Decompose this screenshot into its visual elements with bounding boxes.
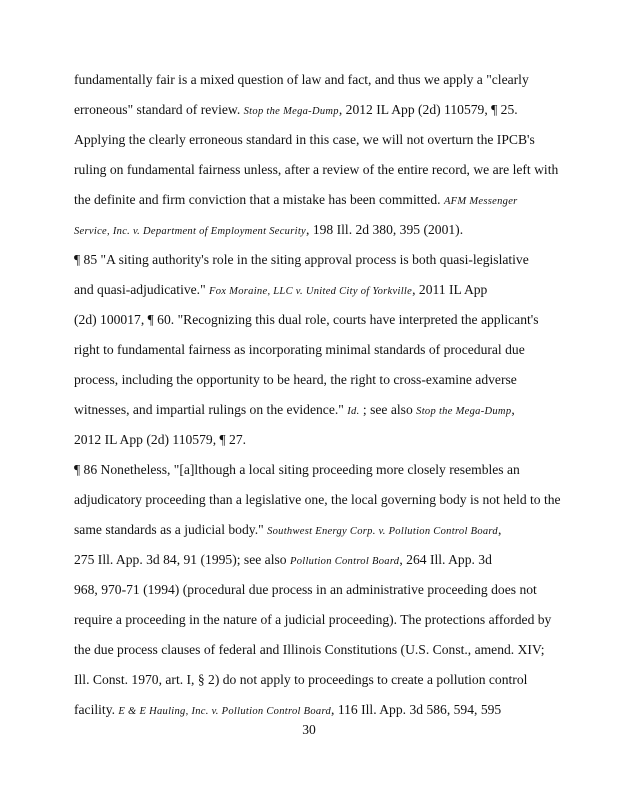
paragraph-86-start: ¶ 86 Nonetheless, "[a]lthough a local siting proceeding more closely resembles an — [74, 462, 520, 477]
case-citation: Southwest Energy Corp. v. Pollution Control Board — [267, 526, 498, 537]
text-line: Service, Inc. v. Department of Employment Security, 198 Ill. 2d 380, 395 (2001). — [74, 222, 464, 237]
text-line: 2012 IL App (2d) 110579, ¶ 27. — [74, 432, 247, 447]
text-line: facility. E & E Hauling, Inc. v. Pollution Control Board, 116 Ill. App. 3d 586, 594, 595 — [74, 702, 502, 717]
text-line: the due process clauses of federal and Illinois Constitutions (U.S. Const., amend. XIV; — [74, 642, 545, 657]
text-line: same standards as a judicial body." Southwest Energy Corp. v. Pollution Control Board, — [74, 522, 502, 537]
text-line: (2d) 100017, ¶ 60. "Recognizing this dual role, courts have interpreted the applicant's — [74, 312, 539, 327]
text-line: right to fundamental fairness as incorporating minimal standards of procedural due — [74, 342, 525, 357]
text-line: erroneous" standard of review. Stop the Mega-Dump, 2012 IL App (2d) 110579, ¶ 25. — [74, 102, 518, 117]
case-citation: E & E Hauling, Inc. v. Pollution Control Board — [118, 706, 332, 717]
case-citation: Pollution Control Board — [289, 556, 400, 567]
text-line: Applying the clearly erroneous standard in this case, we will not overturn the IPCB's — [74, 132, 535, 147]
text-line: 275 Ill. App. 3d 84, 91 (1995); see also Pollution Control Board, 264 Ill. App. 3d — [74, 552, 492, 567]
case-citation: Service, Inc. v. Department of Employment Security — [74, 226, 307, 237]
text-line: and quasi-adjudicative." Fox Moraine, LLC v. United City of Yorkville, 2011 IL App — [74, 282, 488, 297]
case-citation: Fox Moraine, LLC v. United City of Yorkville — [209, 286, 413, 297]
text-line: witnesses, and impartial rulings on the evidence." Id. ; see also Stop the Mega-Dump, — [74, 402, 515, 417]
text-line: Ill. Const. 1970, art. I, § 2) do not apply to proceedings to create a pollution control — [74, 672, 528, 687]
case-citation: AFM Messenger — [443, 196, 518, 207]
text-line: require a proceeding in the nature of a judicial proceeding). The protections afforded by — [74, 612, 552, 627]
text-line: the definite and firm conviction that a mistake has been committed. AFM Messenger — [74, 192, 518, 207]
text-line: adjudicatory proceeding than a legislative one, the local governing body is not held to the — [74, 492, 561, 507]
text-line: 968, 970-71 (1994) (procedural due process in an administrative proceeding does not — [74, 582, 537, 597]
page-number: 30 — [302, 722, 316, 737]
case-citation: Id. — [347, 406, 360, 417]
text-line: process, including the opportunity to be heard, the right to cross-examine adverse — [74, 372, 517, 387]
case-citation: Stop the Mega-Dump — [243, 106, 339, 117]
text-line: ruling on fundamental fairness unless, after a review of the entire record, we are left with — [74, 162, 559, 177]
text-line: fundamentally fair is a mixed question of law and fact, and thus we apply a "clearly — [74, 72, 529, 87]
paragraph-85-start: ¶ 85 "A siting authority's role in the siting approval process is both quasi-legislative — [74, 252, 529, 267]
case-citation: Stop the Mega-Dump — [416, 406, 512, 417]
